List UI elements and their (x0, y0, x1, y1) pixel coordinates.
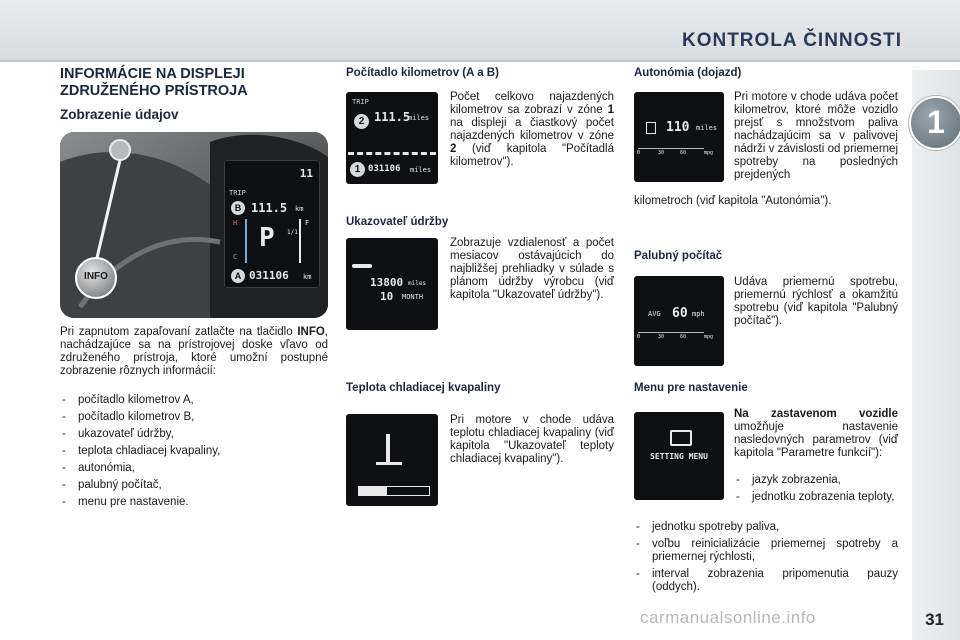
range-screen (634, 92, 724, 182)
cluster-clock: 11 (299, 167, 313, 180)
odometer-heading: Počítadlo kilometrov (A a B) (346, 67, 499, 79)
section-heading (60, 66, 330, 100)
list-item: - počítadlo kilometrov B, (60, 409, 328, 426)
intro-text-pre: Pri zapnutom zapaľovaní zatlačte na tlačidlo (60, 326, 298, 338)
settings-list (634, 521, 898, 594)
temp-cold-label: C (233, 253, 238, 261)
list-item: - menu pre nastavenie. (60, 494, 328, 511)
range-unit: miles (696, 124, 718, 132)
temp-gauge-bar (245, 219, 247, 263)
watermark: carmanualsonline.info (640, 608, 816, 627)
service-miles-unit: miles (408, 280, 427, 287)
settings-bold: Na zastavenom vozidle (734, 408, 898, 420)
computer-scale-unit: mpg (704, 334, 714, 340)
service-miles-value: 13800 (370, 276, 404, 289)
page-title: KONTROLA ČINNOSTI (681, 30, 902, 51)
list-item: - jednotku zobrazenia teploty, (734, 491, 898, 504)
gear-indicator: P (259, 223, 275, 253)
intro-info-label: INFO (297, 326, 325, 338)
service-months-value: 10 (380, 290, 394, 303)
list-item: - autonómia, (60, 460, 328, 477)
list-item: - voľbu reinicializácie priemernej spotreby a priemernej rýchlosti, (634, 538, 898, 564)
computer-value: 60 (672, 306, 688, 321)
cluster-trip-unit: km (295, 205, 304, 213)
subheading: Zobrazenie údajov (60, 107, 179, 122)
coolant-screen (346, 414, 438, 506)
cluster-odo-unit: km (303, 273, 312, 281)
odometer-odo-value: 031106 (368, 164, 401, 174)
chapter-tab (912, 70, 960, 640)
dashboard-figure (60, 132, 328, 318)
intro-text-post: , nachádzajúce sa na prístrojovej doske vľavo od združeného prístroja, ktoré umožní postupné zobrazenie rôznych informácií: (60, 326, 328, 377)
chapter-number: 1 (927, 104, 945, 140)
odometer-trip-value: 111.5 (374, 110, 411, 124)
coolant-text: Pri motore v chode udáva teplotu chladiacej kvapaliny (viď kapitola "Ukazovateľ teploty chladiacej kvapaliny"). (450, 414, 614, 465)
odometer-zone-2: 2 (354, 114, 369, 129)
range-text-b: kilometroch (viď kapitola "Autonómia"). (634, 195, 832, 207)
fuel-pump-icon (646, 122, 656, 134)
odometer-trip-label: TRIP (352, 98, 369, 106)
cluster-trip-value: 111.5 (251, 201, 288, 215)
info-button[interactable]: INFO (84, 271, 108, 282)
list-item: - teplota chladiacej kvapaliny, (60, 443, 328, 460)
service-screen (346, 238, 438, 330)
range-scale-unit: mpg (704, 150, 714, 156)
computer-tick: 60 (680, 334, 687, 340)
odometer-zone1-ref: 1 (607, 104, 614, 116)
thermometer-icon (386, 434, 390, 462)
header-divider (0, 60, 960, 62)
list-item: - palubný počítač, (60, 477, 328, 494)
settings-screen (634, 412, 724, 500)
range-value: 110 (666, 120, 690, 135)
section-heading-line1: INFORMÁCIE NA DISPLEJI (60, 66, 245, 82)
service-heading: Ukazovateľ údržby (346, 216, 449, 228)
computer-scale (638, 332, 704, 333)
list-item: - jednotku spotreby paliva, (634, 521, 898, 534)
computer-unit: mph (692, 310, 705, 318)
cluster-zone-b: B (231, 201, 245, 215)
odometer-text-post: (viď kapitola "Počítadlá kilometrov"). (450, 143, 614, 168)
coolant-wave (376, 462, 402, 465)
list-item: - interval zobrazenia pripomenutia pauzy (oddych). (634, 568, 898, 594)
fuel-gauge-bar (299, 219, 301, 263)
service-months-unit: MONTH (402, 293, 424, 301)
odometer-text-pre: Počet celkovo najazdených kilometrov sa zobrazí v zóne (450, 91, 614, 116)
coolant-heading: Teplota chladiacej kvapaliny (346, 382, 501, 394)
range-heading: Autonómia (dojazd) (634, 67, 742, 79)
wrench-icon (352, 264, 372, 268)
odometer-screen (346, 92, 438, 184)
computer-screen (634, 276, 724, 366)
zone-separator (348, 152, 436, 155)
odometer-zone2-ref: 2 (450, 143, 457, 155)
settings-text (734, 408, 898, 460)
list-item: - jazyk zobrazenia, (734, 474, 898, 487)
computer-text: Udáva priemernú spotrebu, priemernú rýchlosť a okamžitú spotrebu (viď kapitola "Palubný počítač"). (734, 276, 898, 327)
range-text-a: Pri motore v chode udáva počet kilometrov, ktoré môže vozidlo prejsť s množstvom paliva nachádzajúcim sa v palivovej nádrži v závislosti od priemernej spotreby na posledných prejdených (734, 91, 898, 181)
range-tick: 60 (680, 150, 687, 156)
cluster-display (224, 160, 320, 288)
service-text: Zobrazuje vzdialenosť a počet mesiacov ostávajúcich do najbližšej prehliadky v súlade s plánom údržby výrobcu (viď kapitola "Ukazovateľ údržby"). (450, 237, 614, 301)
toolbox-icon (670, 430, 692, 446)
coolant-gauge (358, 486, 430, 496)
list-item: - ukazovateľ údržby, (60, 426, 328, 443)
fuel-full-label: F (305, 219, 310, 227)
odometer-trip-unit: miles (408, 114, 430, 122)
coolant-level-fill (359, 487, 387, 495)
computer-tick: 0 (637, 334, 641, 340)
range-tick: 30 (658, 150, 665, 156)
temp-hot-label: H (233, 219, 238, 227)
range-scale (638, 148, 704, 149)
settings-text-rest: umožňuje nastavenie nasledovných parametrov (viď kapitola "Parametre funkcií"): (734, 421, 898, 459)
odometer-text-mid: na displeji a čiastkový počet najazdených kilometrov v zóne (450, 117, 614, 142)
cluster-odo-value: 031106 (249, 269, 289, 282)
fuel-ratio-label: 1/1 (287, 229, 298, 236)
list-item: - počítadlo kilometrov A, (60, 392, 328, 409)
settings-sub-list (734, 474, 898, 504)
cluster-zone-a: A (231, 269, 245, 283)
computer-tick: 30 (658, 334, 665, 340)
section-heading-line2: ZDRUŽENÉHO PRÍSTROJA (60, 83, 248, 99)
odometer-odo-unit: miles (410, 166, 432, 174)
odometer-zone-1: 1 (350, 162, 365, 177)
computer-avg-label: AVG (648, 310, 661, 318)
display-items-list (60, 392, 328, 511)
range-tick: 0 (637, 150, 641, 156)
odometer-text (450, 91, 614, 169)
settings-heading: Menu pre nastavenie (634, 382, 748, 394)
settings-screen-label: SETTING MENU (650, 452, 708, 461)
page-number: 31 (925, 610, 944, 629)
cluster-trip-label: TRIP (229, 189, 246, 197)
computer-heading: Palubný počítač (634, 250, 723, 262)
intro-paragraph (60, 326, 328, 378)
